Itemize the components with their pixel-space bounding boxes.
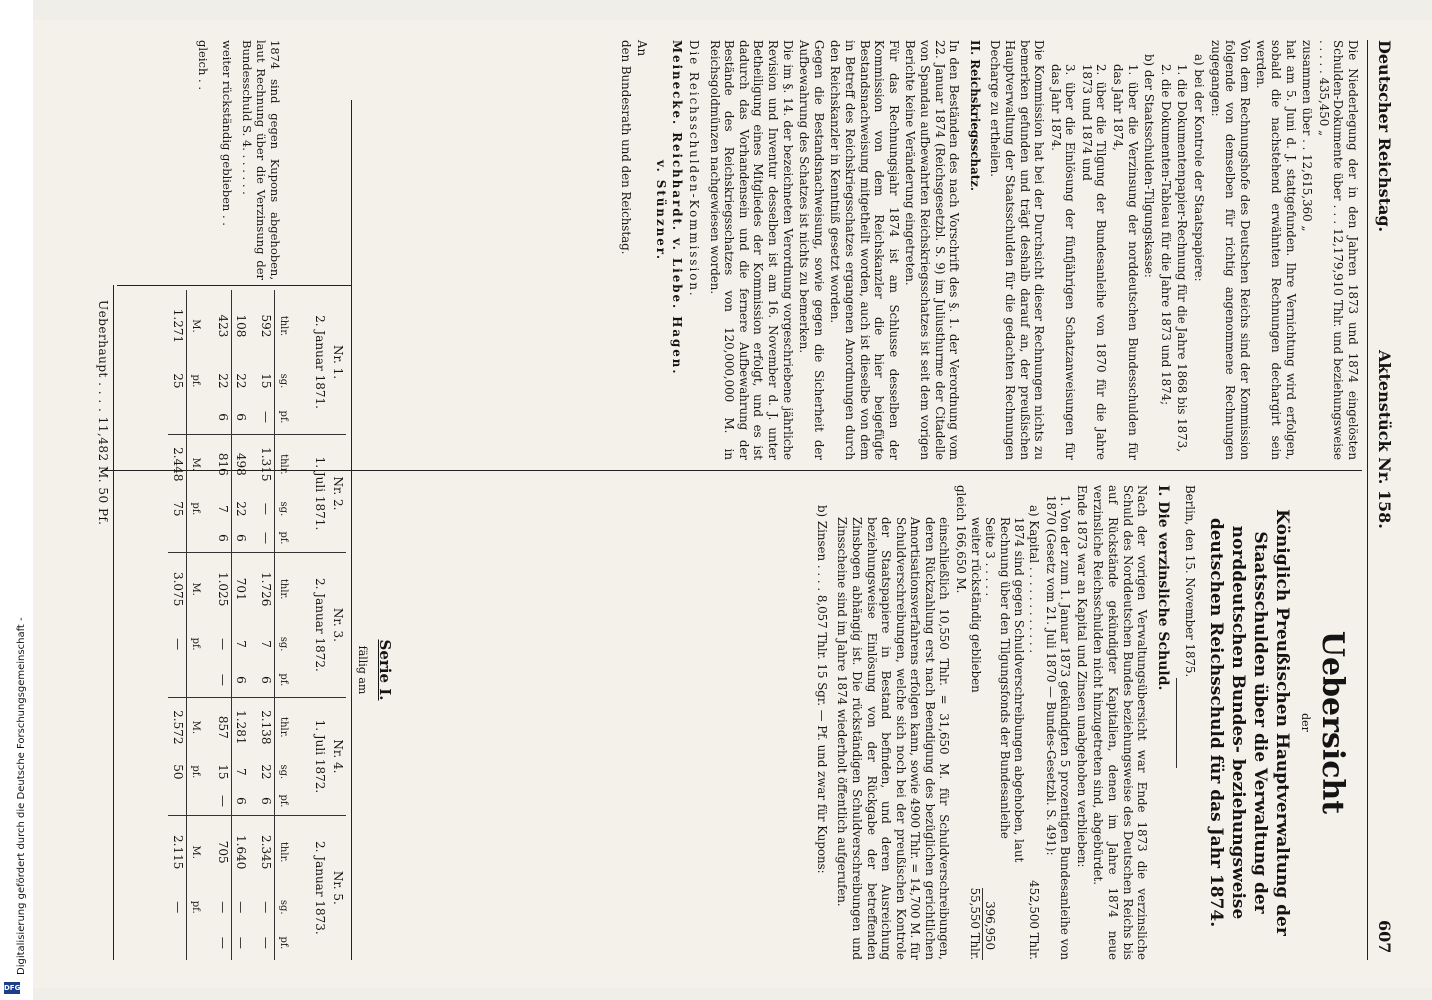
amount-cell: — [216, 936, 230, 949]
amount-cell: 108 [232, 290, 250, 362]
header-rule [1367, 40, 1368, 960]
table-row-abgehoben [232, 290, 250, 960]
remaining-amount: 55,550 Thlr. [967, 887, 982, 960]
sum-line: zusammen über . . 12,615,360 „ [1300, 40, 1315, 232]
unit-mark-pf: pf. [190, 900, 202, 914]
title-der: der [1299, 713, 1312, 732]
column-date: 2. Januar 1871. [313, 315, 328, 409]
mark-value: 2.448 [169, 435, 187, 494]
mark-pf-value: — [169, 889, 187, 926]
amount-cell: 6 [216, 534, 230, 542]
spacer [169, 926, 187, 960]
amount-cell: — [259, 532, 273, 544]
column-date: 2. Januar 1873. [293, 815, 329, 960]
spacer [169, 663, 187, 698]
list-b1: 1. über die Verzinsung der norddeutschen Bundesschulden für das Jahr 1874, [1111, 64, 1140, 460]
amount-cell: 2.345 [250, 815, 275, 888]
amount-cell: — [259, 411, 273, 424]
spacer [187, 926, 214, 960]
amount-cell: — [259, 901, 273, 914]
amount-cell: 22 [216, 373, 230, 389]
spacer [169, 524, 187, 552]
rotated-page-content [33, 0, 1432, 1000]
row-label-gleich: gleich . . [196, 40, 210, 90]
amount-cell: — [216, 638, 230, 651]
amount-cell: 22 [232, 494, 250, 525]
paragraph-ii-4: Die im §. 14. der bezeichneten Verordnung vorgeschriebene jährliche Revision und Inventur desselben ist am 16. November d. J. unter Betheiligung eines Mitgliedes der Kommission erfolgt, und es ist dadurch das Vorhandensein und die fernere Aufbewahrung der Bestände des Reichskriegsschatzes von 120,000,000 M. in Reichsgoldmünzen nachgewiesen worden. [707, 40, 795, 460]
unit-mark-pf: pf. [190, 637, 202, 651]
amount-cell: 423 [216, 314, 230, 338]
list-a2: 2. die Dokumenten-Tableau für die Jahre 1873 und 1874; [1158, 64, 1173, 406]
addressee: den Bundesrath und den Reichstag. [618, 40, 633, 255]
amount-cell: 6 [232, 524, 250, 552]
amount-cell: — [259, 936, 273, 949]
column-nr: Nr. 2. [329, 435, 347, 553]
place-date: Berlin, den 15. November 1875. [1183, 485, 1198, 678]
document-title: Uebersicht [1315, 630, 1350, 815]
left-column [616, 40, 1360, 460]
unit-pf: pf. [275, 926, 293, 960]
amount-cell: 1.315 [250, 435, 275, 494]
faellig-label: fällig am [356, 645, 369, 695]
table-units-row [275, 290, 293, 960]
table-header-nr-row [329, 290, 347, 960]
abgehoben-text: 1874 sind gegen Schuldverschreibungen abgehoben, laut Rechnung über den Tilgungsfonds der Bundesanleihe Seite 3 . . . . . [983, 517, 1027, 863]
table-row-mark [169, 290, 187, 960]
amount-cell: 15 [216, 764, 230, 780]
mark-pf-value: 50 [169, 757, 187, 788]
unit-mark: M. [190, 319, 202, 333]
unit-thlr: thlr. [275, 815, 293, 888]
amount-cell: 2.138 [250, 698, 275, 757]
zinsen-line: b) Zinsen . . . . 8,057 Thlr. 15 Sgr. — Pf. und zwar für Kupons: [814, 505, 829, 874]
right-column [812, 485, 1360, 960]
amount-cell: 7 [259, 640, 273, 648]
column-date: 1. Juli 1872. [293, 698, 329, 816]
unit-sg: sg. [275, 494, 293, 525]
remaining-mark: gleich 166,650 M. [954, 485, 969, 594]
list-b-header: b) der Staatsschulden-Tilgungskasse: [1142, 54, 1157, 278]
paragraph-ii-3: Gegen die Bestandsnachweisung, sowie gegen die Sicherheit der Aufbewahrung des Schatzes ist nichts zu bemerken. [797, 40, 826, 460]
abgehoben-row [983, 485, 1027, 960]
digitization-note: Digitalisierung gefördert durch die Deutsche Forschungsgemeinschaft - [16, 617, 27, 975]
amount-cell: 6 [259, 797, 273, 805]
list-b3: 3. über die Einlösung der fünfjährigen Schatzanweisungen für das Jahr 1874. [1048, 64, 1078, 460]
amount-cell: 7 [232, 757, 250, 788]
serie-grid [169, 290, 347, 960]
amount-cell: 22 [259, 764, 273, 780]
unit-sg: sg. [275, 362, 293, 400]
amount-cell: 1.726 [250, 552, 275, 625]
mark-pf-value: 25 [169, 362, 187, 400]
amount-cell: 1.025 [214, 552, 232, 625]
column-nr: Nr. 5. [329, 815, 347, 960]
header-left: Deutscher Reichstag. [1375, 40, 1394, 233]
amount-cell: 1.281 [232, 698, 250, 757]
row-label-abgehoben: 1874 sind gegen Kupons abgehoben, laut Rechnung über die Verzinsung der Bundesschuld S. 4. . . . . . . [240, 40, 282, 280]
list-a1: 1. die Dokumentenpapier-Rechnung für die Jahre 1868 bis 1873, [1175, 64, 1190, 452]
unit-mark-pf: pf. [190, 374, 202, 388]
unit-sg: sg. [275, 889, 293, 926]
short-rule [1176, 678, 1177, 768]
serie-table [169, 290, 347, 960]
amount-cell: 701 [232, 552, 250, 625]
document-subtitle: Königlich Preußischen Hauptverwaltung der Staatsschulden über die Verwaltung der norddeutschen Bundes- beziehungsweise deutschen Reichsschuld für das Jahr 1874. [1206, 509, 1293, 936]
amount-cell: 15 [259, 373, 273, 389]
amount-cell: 7 [232, 626, 250, 663]
column-date: 1. Juli 1871. [293, 435, 329, 553]
kapital-row [1026, 485, 1041, 960]
column-nr: Nr. 1. [331, 345, 345, 380]
closing-commission: Die Reichsschulden-Kommission. [687, 40, 702, 298]
amount-cell: — [216, 673, 230, 686]
spacer [187, 524, 214, 552]
row-label-rest: weiter rückständig geblieben . . [220, 40, 234, 226]
amount-cell: 22 [232, 362, 250, 400]
unit-thlr: thlr. [275, 552, 293, 625]
unit-pf: pf. [275, 787, 293, 815]
amount-cell: 6 [216, 413, 230, 421]
paragraph-ende1873: Ende 1873 war an Kapital und Zinsen unabgehoben verblieben: [1074, 485, 1089, 868]
amount-cell: — [216, 794, 230, 807]
unit-mark: M. [187, 698, 214, 757]
table-row-rest [214, 290, 232, 960]
amount-cell: 6 [232, 400, 250, 435]
amount-cell: 6 [232, 787, 250, 815]
spacer [169, 400, 187, 435]
list-a-header: a) bei der Kontrole der Staatspapiere: [1192, 54, 1207, 282]
section-i-heading: I. Die verzinsliche Schuld. [1154, 485, 1171, 691]
table-row-total [250, 290, 275, 960]
an-label: An [635, 40, 650, 57]
unit-mark: M. [187, 552, 214, 625]
unit-pf: pf. [275, 400, 293, 435]
spacer [187, 663, 214, 698]
mark-pf-value: 75 [169, 494, 187, 525]
unit-pf: pf. [275, 524, 293, 552]
paragraph-ii-2: Für das Rechnungsjahr 1874 ist am Schlusse desselben der Kommission von dem Reichskanzler die hier beigefügte Bestandsnachweisung mitgetheilt worden, auch ist dieselbe von dem in Betreff des Reichskriegsschatzes ergangenen Anordnungen durch den Reichskanzler in Kenntniß gesetzt worden. [828, 40, 901, 460]
amount-cell: 816 [214, 435, 232, 494]
table-row-labels [194, 40, 282, 280]
mark-value: 2.115 [169, 815, 187, 888]
unit-thlr: thlr. [275, 435, 293, 494]
spacer [169, 787, 187, 815]
mark-value: 1.271 [169, 290, 187, 362]
paragraph-kommission: Die Kommission hat bei der Durchsicht dieser Rechnungen nichts zu bemerken gefunden und trägt deshalb darauf an, der preußischen Hauptverwaltung der Staatsschulden für die gedachten Rechnungen Decharge zu ertheilen. [988, 40, 1047, 460]
column-date: 2. Januar 1872. [293, 552, 329, 697]
paragraph-niederlegung: Die Niederlegung der in den Jahren 1873 und 1874 eingelösten Schulden-Dokumente über . . . 12,179,910 Thlr. und beziehungsweise . . . . . 435,450 „ [1316, 40, 1360, 460]
unit-mark: M. [187, 435, 214, 494]
table-header-date-row [293, 290, 329, 960]
amount-cell: 592 [259, 314, 273, 338]
unit-sg: sg. [275, 626, 293, 663]
paragraph-vernichtung: hat am 5. Juni d. J. stattgefunden. Ihre Vernichtung wird erfolgen, sobald die nachstehend erwähnten Rechnungen dechargirt sein werden. [1254, 40, 1298, 460]
table-row-mark-units [187, 290, 214, 960]
header-center: Aktenstück Nr. 158. [1375, 350, 1394, 529]
spacer [187, 400, 214, 435]
amount-cell: 705 [214, 815, 232, 888]
mark-pf-value: — [169, 626, 187, 663]
unit-mark-pf: pf. [190, 765, 202, 779]
dfg-logo: DFG [4, 984, 21, 992]
abgehoben-amount: 396,950 [983, 901, 998, 950]
mark-value: 3.075 [169, 552, 187, 625]
unit-mark-pf: pf. [190, 502, 202, 516]
section-ii-heading: II. Reichskriegsschatz. [967, 40, 982, 192]
unit-thlr: thlr. [275, 290, 293, 362]
paragraph-a-body: einschließlich 10,550 Thlr. = 31,650 M. für Schuldverschreibungen, deren Rückzahlung erst nach Beendigung des bezüglichen gerichtlichen Amortisationsverfahrens erfolgen kann, sowie 4900 Thlr. = 14,700 M. für Schuldverschreibungen, welche sich noch bei der preußischen Kontrole der Staatspapiere in Bestand befinden, und deren Ausreichung beziehungsweise Einlösung von der Rückgabe der betreffenden Zinsbogen abhängig ist. Die rückständigen Schuldverschreibungen und Zinsscheine sind im Jahre 1874 wiederholt öffentlich aufgerufen. [835, 517, 952, 960]
column-nr: Nr. 4. [329, 698, 347, 816]
unit-mark: M. [187, 815, 214, 888]
amount-cell: 498 [232, 435, 250, 494]
unit-thlr: thlr. [275, 698, 293, 757]
column-nr: Nr. 3. [329, 552, 347, 697]
amount-cell: — [259, 502, 273, 515]
unit-pf: pf. [275, 663, 293, 698]
remaining-label: weiter rückständig geblieben [968, 517, 983, 693]
signatures: Meinecke. Reichhardt. v. Liebe. Hagen. [670, 40, 685, 376]
paragraph-ii-1: In den Beständen des nach Vorschrift des §. 1. der Verordnung vom 22. Januar 1874 (Reichsgesetzbl. S. 9) im Juliusthurme der Citadelle von Spandau aufbewahrten Reichskriegsschatzes ist seit dem vorigen Berichte keine Veränderung eingetreten. [903, 40, 962, 460]
serie-title: Serie I. [376, 639, 394, 701]
signature-second: v. Stünzner. [653, 160, 668, 262]
table-bottom-rule [113, 285, 114, 960]
spacer [187, 787, 214, 815]
label-divider [117, 285, 352, 286]
page-number: 607 [1375, 920, 1394, 954]
amount-cell: — [232, 926, 250, 960]
amount-cell: — [216, 901, 230, 914]
table-top-rule [351, 100, 352, 960]
amount-cell: 6 [232, 663, 250, 698]
remaining-row [968, 485, 983, 960]
amount-cell: 6 [259, 676, 273, 684]
mark-value: 2.572 [169, 698, 187, 757]
list-b2: 2. über die Tilgung der Bundesanleihe von 1870 für die Jahre 1873 und 1874 und [1079, 64, 1109, 460]
kapital-label: a) Kapital . . . . . . . . . . . . [1027, 505, 1042, 654]
amount-cell: 7 [216, 505, 230, 513]
item-1: 1. Von der zum 1. Januar 1873 gekündigten 5 prozentigen Bundesanleihe von 1870 (Gesetz vom 21. Juli 1870 — Bundes-Gesetzbl. S. 491): [1043, 495, 1073, 960]
kapital-amount: 452,500 Thlr. [1027, 880, 1042, 960]
unit-sg: sg. [275, 757, 293, 788]
paragraph-intro: Nach der vorigen Verwaltungsübersicht war Ende 1873 die verzinsliche Schuld des Norddeutschen Bundes beziehungsweise des Deutschen Reichs bis auf Rückstände gekündigter Kapitalien, denen im Jahre 1874 neue verzinsliche Reichsschulden nicht hinzugetreten sind, abgebürdet. [1091, 485, 1150, 960]
amount-cell: 1.640 [232, 815, 250, 888]
digitization-strip [0, 0, 33, 1000]
scanned-page [33, 0, 1432, 1000]
amount-cell: 857 [214, 698, 232, 757]
amount-cell: — [232, 889, 250, 926]
ueberhaupt-line: Ueberhaupt . . . . 11,482 M. 50 Pf. [96, 300, 110, 526]
paragraph-rechnungshof: Von dem Rechnungshofe des Deutschen Reichs sind der Kommission folgende von demselben für richtig angenommene Rechnungen zugegangen: [1208, 40, 1252, 460]
